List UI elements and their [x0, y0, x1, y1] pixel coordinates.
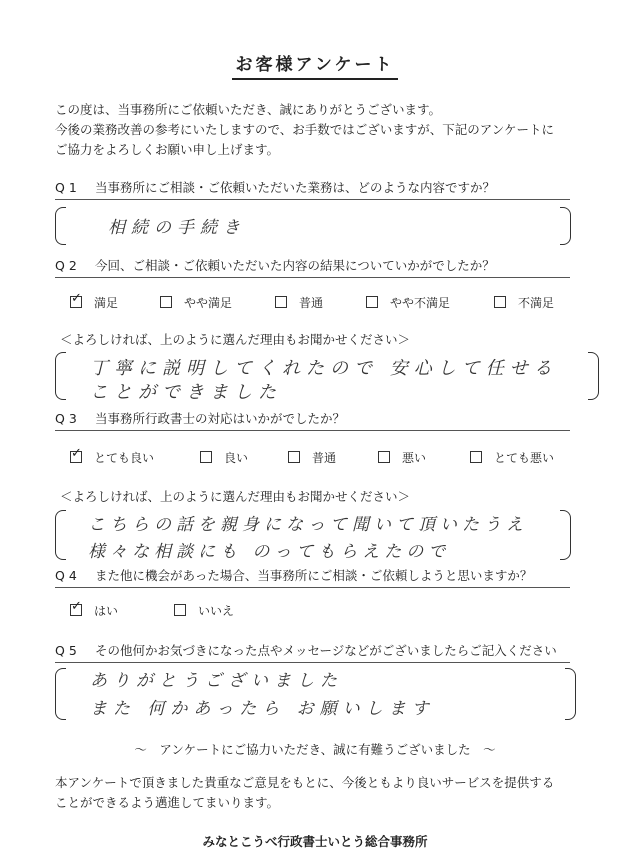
q2-option-2[interactable]: 普通 — [275, 294, 323, 311]
q3-reason-label: ＜よろしければ、上のように選んだ理由もお聞かせください＞ — [60, 489, 411, 504]
answer-bracket-left — [55, 510, 66, 560]
check-mark-icon: ✓ — [71, 446, 82, 461]
q3-reason-line-1: こちらの話を親身になって聞いて頂いたうえ — [88, 515, 528, 535]
checkbox[interactable] — [200, 451, 212, 463]
footer-text: 本アンケートで頂きました貴重なご意見をもとに、今後ともより良いサービスを提供する ことができるよう邁進してまいります。 — [55, 775, 555, 810]
q1-question: Q1 当事務所にご相談・ご依頼いただいた業務は、どのような内容ですか？ — [55, 178, 570, 200]
checkbox[interactable] — [160, 296, 172, 308]
q3-question: Q3 当事務所行政書士の対応はいかがでしたか？ — [55, 409, 570, 431]
checkbox[interactable] — [366, 296, 378, 308]
q3-option-3[interactable]: 悪い — [378, 449, 426, 466]
answer-bracket-right — [588, 352, 599, 400]
q2-reason-label: ＜よろしければ、上のように選んだ理由もお聞かせください＞ — [60, 332, 411, 347]
q1-answer: 相続の手続き — [108, 218, 246, 238]
answer-bracket-left — [55, 352, 66, 400]
checkbox[interactable] — [174, 604, 186, 616]
q3-option-2[interactable]: 普通 — [288, 449, 336, 466]
check-mark-icon: ✓ — [71, 291, 82, 306]
survey-title: お客様アンケート — [0, 50, 630, 75]
intro-text: この度は、当事務所にご依頼いただき、誠にありがとうございます。 今後の業務改善の参考にいたしますので、お手数ではございますが、下記のアンケートに ご協力をよろしくお願い申し上げます。 — [55, 102, 555, 157]
q4-option-0[interactable]: ✓ はい — [71, 599, 119, 618]
q3-option-1[interactable]: 良い — [200, 449, 248, 466]
checkbox[interactable] — [494, 296, 506, 308]
checkbox[interactable] — [70, 291, 82, 308]
q2-question: Q2 今回、ご相談・ご依頼いただいた内容の結果についていかがでしたか？ — [55, 256, 570, 278]
q2-reason-line-2: ことができました — [90, 382, 282, 403]
q3-option-4[interactable]: とても悪い — [470, 449, 554, 466]
answer-bracket-left — [55, 207, 66, 245]
checkbox[interactable] — [288, 451, 300, 463]
q2-reason-line-1: 丁寧に説明してくれたので 安心して任せる — [90, 358, 558, 379]
checkbox[interactable] — [70, 446, 82, 463]
q5-answer-line-2: また 何かあったら お願いします — [90, 699, 435, 719]
checkbox[interactable] — [70, 599, 82, 616]
q4-option-1[interactable]: いいえ — [174, 602, 234, 619]
checkbox[interactable] — [378, 451, 390, 463]
q4-question: Q4 また他に機会があった場合、当事務所にご相談・ご依頼しようと思いますか？ — [55, 566, 570, 588]
checkbox[interactable] — [470, 451, 482, 463]
answer-bracket-left — [55, 668, 66, 720]
answer-bracket-right — [560, 510, 571, 560]
closing-message: ～ アンケートにご協力いただき、誠に有難うございました ～ — [134, 742, 496, 757]
q5-answer-line-1: ありがとうございました — [90, 671, 343, 691]
q2-option-1[interactable]: やや満足 — [160, 294, 232, 311]
answer-bracket-right — [565, 668, 576, 720]
office-name: みなとこうべ行政書士いとう総合事務所 — [202, 834, 428, 849]
checkbox[interactable] — [275, 296, 287, 308]
q3-reason-line-2: 様々な相談にも のってもらえたので — [88, 542, 451, 562]
q3-option-0[interactable]: ✓ とても良い — [71, 446, 155, 465]
q2-option-0[interactable]: ✓ 満足 — [71, 291, 119, 310]
answer-bracket-right — [560, 207, 571, 245]
q2-option-4[interactable]: 不満足 — [494, 294, 554, 311]
check-mark-icon: ✓ — [71, 599, 82, 614]
q5-question: Q5 その他何かお気づきになった点やメッセージなどがございましたらご記入ください — [55, 641, 570, 663]
q2-option-3[interactable]: やや不満足 — [366, 294, 450, 311]
